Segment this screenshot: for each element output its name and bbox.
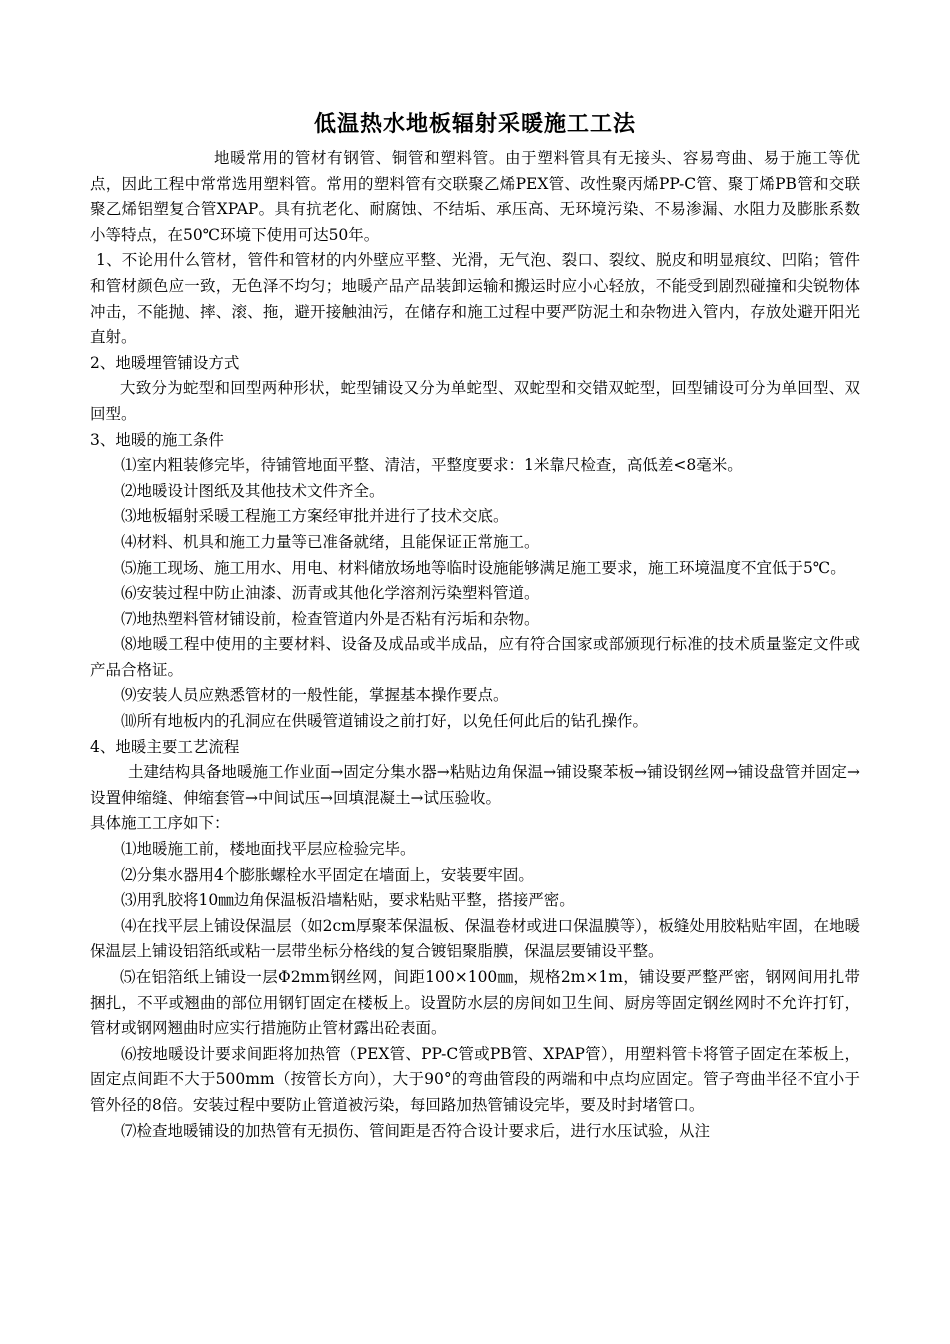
section-2-heading: 2、地暖埋管铺设方式 <box>90 353 240 372</box>
step-item: ⑷在找平层上铺设保温层（如2cm厚聚苯保温板、保温卷材或进口保温膜等），板缝处用胶粘贴牢固，在地暖保温层上铺设铝箔纸或粘一层带坐标分格线的复合镀铝聚脂膜，保温层要铺设平整。 <box>90 916 860 961</box>
intro-paragraph: 地暖常用的管材有钢管、铜管和塑料管。由于塑料管具有无接头、容易弯曲、易于施工等优点，因此工程中常常选用塑料管。常用的塑料管有交联聚乙烯PEX管、改性聚丙烯PP-C管、聚丁烯PB管和交联聚乙烯铝塑复合管XPAP。具有抗老化、耐腐蚀、不结垢、承压高、无环境污染、不易渗漏、水阻力及膨胀系数小等特点，在50℃环境下使用可达50年。 <box>90 149 860 244</box>
condition-item: ⑹安装过程中防止油漆、沥青或其他化学溶剂污染塑料管道。 <box>121 584 540 603</box>
condition-item: ⑵地暖设计图纸及其他技术文件齐全。 <box>121 481 385 500</box>
item-1-paragraph: 1、不论用什么管材，管件和管材的内外壁应平整、光滑，无气泡、裂口、裂纹、脱皮和明显痕纹、凹陷；管件和管材颜色应一致，无色泽不均匀；地暖产品产品装卸运输和搬运时应小心轻放，不能受到剧烈碰撞和尖锐物体冲击，不能抛、摔、滚、拖，避开接触油污，在储存和施工过程中要严防泥土和杂物进入管内，存放处避开阳光直射。 <box>90 251 860 347</box>
section-2-paragraph: 大致分为蛇型和回型两种形状，蛇型铺设又分为单蛇型、双蛇型和交错双蛇型，回型铺设可分为单回型、双回型。 <box>90 379 860 423</box>
document-title: 低温热水地板辐射采暖施工工法 <box>313 111 636 137</box>
section-4-heading: 4、地暖主要工艺流程 <box>90 737 240 756</box>
step-item: ⑶用乳胶将10㎜边角保温板沿墙粘贴，要求粘贴平整，搭接严密。 <box>121 891 575 910</box>
condition-item: ⑼安装人员应熟悉管材的一般性能，掌握基本操作要点。 <box>121 686 509 705</box>
steps-heading: 具体施工工序如下： <box>90 814 230 833</box>
process-flow-paragraph: 土建结构具备地暖施工作业面→固定分集水器→粘贴边角保温→铺设聚苯板→铺设钢丝网→铺设盘管并固定→设置伸缩缝、伸缩套管→中间试压→回填混凝土→试压验收。 <box>90 763 860 807</box>
condition-item: ⑻地暖工程中使用的主要材料、设备及成品或半成品，应有符合国家或部颁现行标准的技术质量鉴定文件或产品合格证。 <box>90 635 860 679</box>
condition-item: ⑷材料、机具和施工力量等已准备就绪，且能保证正常施工。 <box>121 532 540 551</box>
condition-item: ⑽所有地板内的孔洞应在供暖管道铺设之前打好，以免任何此后的钻孔操作。 <box>121 712 649 731</box>
step-item: ⑴地暖施工前，楼地面找平层应检验完毕。 <box>121 840 416 859</box>
condition-item: ⑶地板辐射采暖工程施工方案经审批并进行了技术交底。 <box>121 507 509 526</box>
step-item: ⑹按地暖设计要求间距将加热管（PEX管、PP-C管或PB管、XPAP管），用塑料管卡将管子固定在苯板上，固定点间距不大于500mm（按管长方向），大于90°的弯曲管段的两端和中点均应固定。管子弯曲半径不宜小于管外径的8倍。安装过程中要防止管道被污染，每回路加热管铺设完毕，要及时封堵管口。 <box>90 1044 860 1114</box>
step-item: ⑸在铝箔纸上铺设一层Φ2mm钢丝网，间距100×100㎜，规格2m×1m，铺设要严整严密，钢网间用扎带捆扎，不平或翘曲的部位用钢钉固定在楼板上。设置防水层的房间如卫生间、厨房等固定钢丝网时不允许打钉，管材或钢网翘曲时应实行措施防止管材露出砼表面。 <box>90 968 860 1038</box>
section-3-heading: 3、地暖的施工条件 <box>90 430 224 449</box>
step-item: ⑺检查地暖铺设的加热管有无损伤、管间距是否符合设计要求后，进行水压试验，从注 <box>121 1121 711 1140</box>
condition-item: ⑺地热塑料管材铺设前，检查管道内外是否粘有污垢和杂物。 <box>121 609 540 628</box>
document-body <box>90 146 860 1144</box>
step-item: ⑵分集水器用4个膨胀螺栓水平固定在墙面上，安装要牢固。 <box>121 865 534 884</box>
condition-item: ⑴室内粗装修完毕，待铺管地面平整、清洁，平整度要求：1米靠尺检查，高低差<8毫米。 <box>121 456 743 475</box>
condition-item: ⑸施工现场、施工用水、用电、材料储放场地等临时设施能够满足施工要求，施工环境温度不宜低于5℃。 <box>121 558 846 577</box>
